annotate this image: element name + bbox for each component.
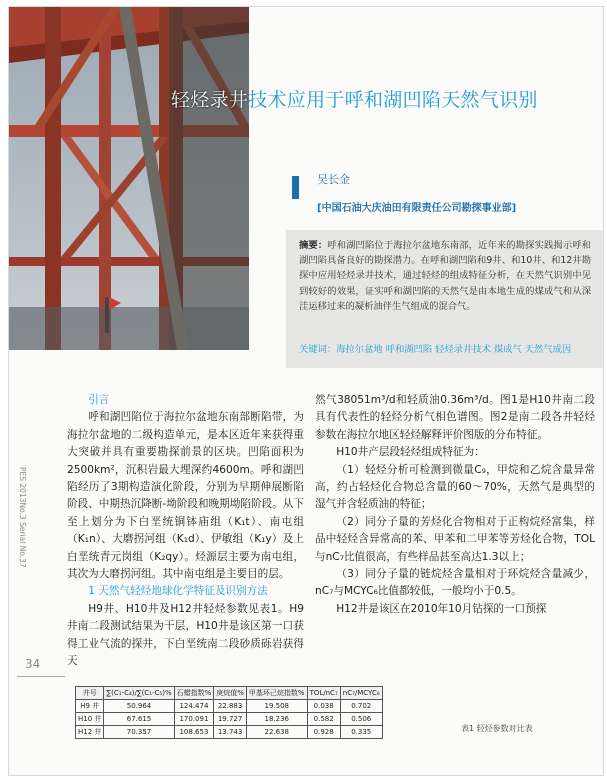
table-cell: 108.653 <box>174 726 214 739</box>
table-cell: 19.727 <box>214 713 247 726</box>
paragraph: （2）同分子量的芳烃化合物相对于正构烷烃富集，样品中轻烃含异常高的苯、甲苯和二甲苯等芳烃化合物，TOL与nC₇比值很高，有些样品甚至高达1.3以上； <box>315 515 595 563</box>
paragraph: H9井、H10井及H12井轻烃参数见表1。H9井南二段测试结果为干层，H10井是该区第一口获得工业气流的探井，下白垩统南二段砂质砾岩获得天 <box>67 602 304 668</box>
table-cell: 18.236 <box>246 713 307 726</box>
table-cell: 67.615 <box>104 713 174 726</box>
table-cell: 0.582 <box>307 713 340 726</box>
table-header-cell: 井号 <box>76 687 104 700</box>
table-row <box>76 726 383 739</box>
abstract-text: 呼和湖凹陷位于海拉尔盆地东南部，近年来的勘探实践揭示呼和湖凹陷具备良好的勘探潜力。在呼和湖凹陷和9井、和10井、和12井勘探中应用轻烃录井技术，通过轻烃的组成特征分析，在天然气识别中见到较好的效果，证实呼和湖凹陷的天然气是由本地生成的煤成气和从深洼运移过来的凝析油伴生气组成的混合气。 <box>299 240 591 312</box>
table-cell: 0.038 <box>307 700 340 713</box>
paragraph: （3）同分子量的链烷烃含量相对于环烷烃含量减少，nC₇与MCYC₆比值都较低，一般均小于0.5。 <box>315 568 595 598</box>
paragraph: 呼和湖凹陷位于海拉尔盆地东南部断陷带，为海拉尔盆地的二级构造单元，是本区近年来获得重大突破并具有重要勘探前景的区块。凹陷面积为2500km²，沉积岩最大埋深约4600m。呼和湖凹陷经历了3期构造演化阶段，分别为早期伸展断陷阶段、中期热沉降断-坳阶段和晚期坳陷阶段。从下至上划分为下白垩统铜钵庙组（K₁t）、南屯组（K₁n）、大磨拐河组（K₁d）、伊敏组（K₁y）及上白垩统青元岗组（K₂qy）。烃源层主要为南屯组，其次为大磨拐河组。其中南屯组是主要目的层。 <box>67 411 304 581</box>
table-cell: 0.335 <box>340 726 382 739</box>
table-cell: 0.928 <box>307 726 340 739</box>
table-row <box>76 700 383 713</box>
table-cell: 70.357 <box>104 726 174 739</box>
body-column-right <box>315 392 595 618</box>
table-cell: 0.702 <box>340 700 382 713</box>
table-row <box>76 713 383 726</box>
table-header-cell: 庚烷值% <box>214 687 247 700</box>
table-cell: 22.883 <box>214 700 247 713</box>
table-caption: 表1 轻烃参数对比表 <box>461 724 533 733</box>
table-cell: 0.506 <box>340 713 382 726</box>
author-accent-bar <box>292 176 299 199</box>
section-heading-1: 1 天然气轻烃地球化学特征及识别方法 <box>88 585 268 598</box>
body-column-left <box>67 392 304 671</box>
journal-side-info: PES 2013No.3 Serial No.37 <box>18 467 27 568</box>
title-part-on-photo: 轻烃录井 <box>171 89 249 111</box>
table-header-cell: nC₇/MCYC₆ <box>340 687 382 700</box>
table-cell: H10 井 <box>76 713 104 726</box>
table-cell: H12 井 <box>76 726 104 739</box>
article-title <box>171 86 591 114</box>
table-header-cell: TOL/nC₇ <box>307 687 340 700</box>
table-cell: 13.743 <box>214 726 247 739</box>
table-cell: 170.091 <box>174 713 214 726</box>
author-affiliation: [中国石油大庆油田有限责任公司勘探事业部] <box>317 203 517 214</box>
table-cell: 50.964 <box>104 700 174 713</box>
drilling-rig-photo <box>9 7 249 350</box>
keywords <box>299 343 591 357</box>
keywords-text: 海拉尔盆地 呼和湖凹陷 轻烃录井技术 煤成气 天然气成因 <box>336 344 572 355</box>
page-number-rule <box>17 676 65 677</box>
paragraph: 然气38051m³/d和轻质油0.36m³/d。图1是H10井南二段具有代表性的轻烃分析气相色谱图。图2是南二段各井轻烃参数在海拉尔地区轻烃解释评价图版的分布特征。 <box>315 394 595 441</box>
author-name: 吴长金 <box>317 173 350 186</box>
section-heading-intro: 引言 <box>88 394 110 406</box>
paper-page <box>8 6 604 776</box>
paragraph: H10井产层段轻烃组成特征为： <box>336 446 485 459</box>
table-header-row <box>76 687 383 700</box>
page-number: 34 <box>25 657 41 671</box>
parameter-table <box>75 686 383 739</box>
keywords-label: 关键词： <box>299 344 337 355</box>
table-cell: 124.474 <box>174 700 214 713</box>
table-cell: 22.638 <box>246 726 307 739</box>
table-cell: H9 井 <box>76 700 104 713</box>
paragraph: H12井是该区在2010年10月钻探的一口预探 <box>336 602 547 615</box>
drilling-rig-illustration <box>9 7 249 350</box>
table-header-cell: 甲基环己烷指数% <box>246 687 307 700</box>
table-header-cell: ∑(C₁-C₄)/∑(C₁-C₅)% <box>104 687 174 700</box>
table-cell: 19.508 <box>246 700 307 713</box>
table-header-cell: 石蜡指数% <box>174 687 214 700</box>
abstract <box>299 238 591 314</box>
abstract-label: 摘要： <box>299 240 328 251</box>
title-part-blue: 技术应用于呼和湖凹陷天然气识别 <box>248 89 538 111</box>
paragraph: （1）轻烃分析可检测到微量C₉，甲烷和乙烷含量异常高，约占轻烃化合物总含量的60～70%，天然气是典型的湿气并含轻质油的特征； <box>315 463 595 511</box>
